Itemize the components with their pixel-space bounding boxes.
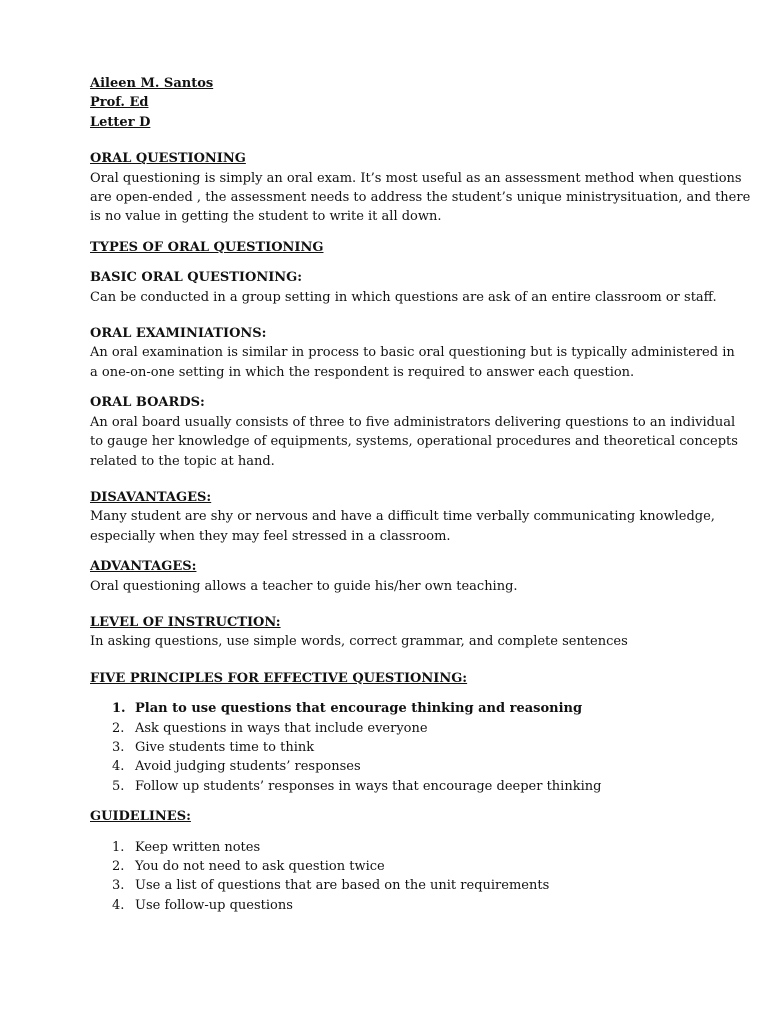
list-item: 5. Follow up students’ responses in ways that encourage deeper thinking <box>112 778 602 794</box>
level-heading: LEVEL OF INSTRUCTION: <box>90 614 281 630</box>
author-name: Aileen M. Santos <box>90 76 214 91</box>
oral-questioning-line-2: are open-ended , the assessment needs to address the student’s unique ministrysituation, and there <box>90 190 751 206</box>
boards-line-1: An oral board usually consists of three to five administrators delivering questions to an individual <box>90 414 736 430</box>
section-name: Letter D <box>90 114 151 130</box>
list-item: 3. Give students time to think <box>112 739 315 755</box>
guidelines-heading: GUIDELINES: <box>90 809 191 825</box>
list-item: 4. Avoid judging students’ responses <box>112 759 361 775</box>
level-line-1: In asking questions, use simple words, correct grammar, and complete sentences <box>90 634 628 650</box>
oral-questioning-line-3: is no value in getting the student to write it all down. <box>90 209 442 225</box>
exams-heading: ORAL EXAMINIATIONS: <box>90 326 267 342</box>
disadvantages-line-2: especially when they may feel stressed in a classroom. <box>90 528 451 544</box>
course-name: Prof. Ed <box>90 95 149 111</box>
boards-line-2: to gauge her knowledge of equipments, systems, operational procedures and theoretical concepts <box>90 434 738 450</box>
list-item: 2. Ask questions in ways that include everyone <box>112 720 428 736</box>
list-item: 1. Plan to use questions that encourage thinking and reasoning <box>112 701 583 717</box>
list-item: 1. Keep written notes <box>112 839 261 855</box>
boards-heading: ORAL BOARDS: <box>90 395 205 411</box>
list-item: 2. You do not need to ask question twice <box>112 859 385 874</box>
exams-line-2: a one-on-one setting in which the respondent is required to answer each question. <box>90 364 635 380</box>
boards-line-3: related to the topic at hand. <box>90 453 275 469</box>
basic-line-1: Can be conducted in a group setting in which questions are ask of an entire classroom or staff. <box>90 289 717 305</box>
basic-heading: BASIC ORAL QUESTIONING: <box>90 270 303 286</box>
disadvantages-line-1: Many student are shy or nervous and have a difficult time verbally communicating knowledge, <box>90 509 715 525</box>
exams-line-1: An oral examination is similar in process to basic oral questioning but is typically administered in <box>90 345 735 361</box>
advantages-line-1: Oral questioning allows a teacher to guide his/her own teaching. <box>90 578 518 594</box>
guidelines-list <box>90 838 690 916</box>
principles-list <box>90 699 690 796</box>
types-heading: TYPES OF ORAL QUESTIONING <box>90 239 324 255</box>
oral-questioning-heading: ORAL QUESTIONING <box>90 151 246 167</box>
oral-questioning-line-1: Oral questioning is simply an oral exam. It’s most useful as an assessment method when questions <box>90 170 742 186</box>
disadvantages-heading: DISAVANTAGES: <box>90 489 212 505</box>
principles-heading: FIVE PRINCIPLES FOR EFFECTIVE QUESTIONING: <box>90 670 468 686</box>
list-item: 4. Use follow-up questions <box>112 897 293 913</box>
advantages-heading: ADVANTAGES: <box>90 559 197 575</box>
list-item: 3. Use a list of questions that are based on the unit requirements <box>112 878 550 894</box>
document-page <box>90 74 751 915</box>
